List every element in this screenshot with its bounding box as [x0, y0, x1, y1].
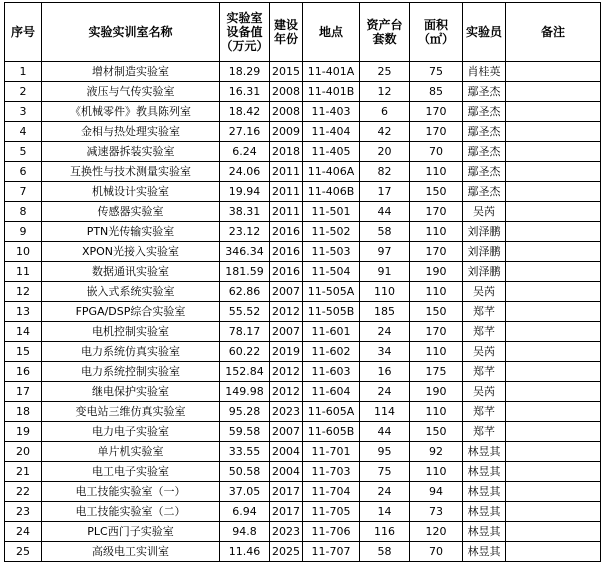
cell-staff: 郑芊: [463, 422, 506, 442]
cell-build-year: 2009: [270, 122, 303, 142]
cell-location: 11-701: [303, 442, 360, 462]
cell-build-year: 2008: [270, 102, 303, 122]
cell-staff: 鄢圣杰: [463, 182, 506, 202]
cell-remark: [506, 242, 601, 262]
table-row: [5, 482, 601, 502]
cell-index: 25: [5, 542, 42, 562]
cell-equipment-value: 38.31: [220, 202, 270, 222]
cell-location: 11-404: [303, 122, 360, 142]
cell-area: 150: [410, 182, 463, 202]
cell-lab-name: 传感器实验室: [42, 202, 220, 222]
cell-asset-sets: 16: [360, 362, 410, 382]
cell-location: 11-705: [303, 502, 360, 522]
cell-staff: 吴芮: [463, 202, 506, 222]
table-row: [5, 322, 601, 342]
cell-build-year: 2018: [270, 142, 303, 162]
table-row: [5, 542, 601, 562]
header-equipment-value-line2: 设备值: [226, 25, 263, 39]
cell-location: 11-603: [303, 362, 360, 382]
cell-area: 170: [410, 122, 463, 142]
cell-area: 170: [410, 322, 463, 342]
table-row: [5, 302, 601, 322]
lab-table-container: [4, 2, 601, 562]
cell-location: 11-503: [303, 242, 360, 262]
table-row: [5, 402, 601, 422]
header-equipment-value: [220, 3, 270, 62]
cell-remark: [506, 482, 601, 502]
cell-asset-sets: 44: [360, 202, 410, 222]
cell-lab-name: 继电保护实验室: [42, 382, 220, 402]
cell-lab-name: 金相与热处理实验室: [42, 122, 220, 142]
cell-remark: [506, 122, 601, 142]
cell-index: 15: [5, 342, 42, 362]
cell-equipment-value: 152.84: [220, 362, 270, 382]
table-row: [5, 202, 601, 222]
cell-lab-name: 减速器拆装实验室: [42, 142, 220, 162]
cell-index: 18: [5, 402, 42, 422]
cell-area: 110: [410, 462, 463, 482]
cell-location: 11-401B: [303, 82, 360, 102]
cell-equipment-value: 55.52: [220, 302, 270, 322]
table-row: [5, 102, 601, 122]
cell-staff: 林昱其: [463, 522, 506, 542]
cell-equipment-value: 18.42: [220, 102, 270, 122]
cell-location: 11-505A: [303, 282, 360, 302]
cell-build-year: 2004: [270, 442, 303, 462]
cell-lab-name: 电力系统控制实验室: [42, 362, 220, 382]
cell-remark: [506, 462, 601, 482]
table-row: [5, 422, 601, 442]
cell-staff: 鄢圣杰: [463, 122, 506, 142]
cell-asset-sets: 58: [360, 542, 410, 562]
cell-asset-sets: 24: [360, 482, 410, 502]
cell-lab-name: 机械设计实验室: [42, 182, 220, 202]
cell-area: 73: [410, 502, 463, 522]
cell-lab-name: XPON光接入实验室: [42, 242, 220, 262]
table-header: [5, 3, 601, 62]
cell-area: 170: [410, 102, 463, 122]
cell-remark: [506, 222, 601, 242]
cell-equipment-value: 24.06: [220, 162, 270, 182]
cell-remark: [506, 322, 601, 342]
cell-location: 11-501: [303, 202, 360, 222]
cell-build-year: 2007: [270, 282, 303, 302]
cell-build-year: 2004: [270, 462, 303, 482]
cell-staff: 吴芮: [463, 282, 506, 302]
cell-lab-name: 液压与气传实验室: [42, 82, 220, 102]
cell-remark: [506, 502, 601, 522]
cell-equipment-value: 181.59: [220, 262, 270, 282]
header-build-year-line2: 年份: [273, 32, 298, 46]
table-row: [5, 142, 601, 162]
table-row: [5, 362, 601, 382]
cell-location: 11-601: [303, 322, 360, 342]
header-build-year: [270, 3, 303, 62]
cell-lab-name: 互换性与技术测量实验室: [42, 162, 220, 182]
cell-build-year: 2016: [270, 262, 303, 282]
cell-index: 19: [5, 422, 42, 442]
cell-location: 11-505B: [303, 302, 360, 322]
cell-area: 70: [410, 142, 463, 162]
cell-area: 110: [410, 162, 463, 182]
cell-staff: 鄢圣杰: [463, 142, 506, 162]
cell-build-year: 2025: [270, 542, 303, 562]
cell-lab-name: 嵌入式系统实验室: [42, 282, 220, 302]
cell-asset-sets: 12: [360, 82, 410, 102]
cell-index: 3: [5, 102, 42, 122]
cell-index: 23: [5, 502, 42, 522]
cell-staff: 郑芊: [463, 322, 506, 342]
cell-remark: [506, 442, 601, 462]
cell-area: 110: [410, 402, 463, 422]
cell-area: 110: [410, 222, 463, 242]
cell-remark: [506, 342, 601, 362]
cell-lab-name: 变电站三维仿真实验室: [42, 402, 220, 422]
cell-index: 20: [5, 442, 42, 462]
cell-equipment-value: 23.12: [220, 222, 270, 242]
cell-asset-sets: 82: [360, 162, 410, 182]
cell-area: 170: [410, 202, 463, 222]
header-build-year-line1: 建设: [273, 18, 298, 32]
header-equipment-value-line3: （万元）: [220, 39, 269, 53]
cell-location: 11-502: [303, 222, 360, 242]
cell-lab-name: 增材制造实验室: [42, 62, 220, 82]
cell-location: 11-504: [303, 262, 360, 282]
cell-asset-sets: 58: [360, 222, 410, 242]
cell-index: 4: [5, 122, 42, 142]
header-asset-sets: [360, 3, 410, 62]
cell-index: 8: [5, 202, 42, 222]
cell-build-year: 2015: [270, 62, 303, 82]
cell-lab-name: 单片机实验室: [42, 442, 220, 462]
table-row: [5, 502, 601, 522]
cell-location: 11-405: [303, 142, 360, 162]
cell-location: 11-707: [303, 542, 360, 562]
cell-index: 7: [5, 182, 42, 202]
cell-lab-name: 电工技能实验室（一）: [42, 482, 220, 502]
cell-staff: 林昱其: [463, 542, 506, 562]
cell-index: 6: [5, 162, 42, 182]
table-body: [5, 62, 601, 562]
cell-build-year: 2012: [270, 382, 303, 402]
cell-equipment-value: 149.98: [220, 382, 270, 402]
cell-area: 70: [410, 542, 463, 562]
cell-staff: 鄢圣杰: [463, 102, 506, 122]
cell-index: 2: [5, 82, 42, 102]
header-remark: 备注: [506, 3, 601, 62]
cell-location: 11-602: [303, 342, 360, 362]
cell-equipment-value: 50.58: [220, 462, 270, 482]
cell-equipment-value: 346.34: [220, 242, 270, 262]
cell-lab-name: 《机械零件》教具陈列室: [42, 102, 220, 122]
cell-staff: 林昱其: [463, 442, 506, 462]
cell-location: 11-704: [303, 482, 360, 502]
lab-inventory-table: [4, 2, 601, 562]
cell-location: 11-703: [303, 462, 360, 482]
cell-asset-sets: 17: [360, 182, 410, 202]
cell-build-year: 2008: [270, 82, 303, 102]
cell-equipment-value: 94.8: [220, 522, 270, 542]
header-area: [410, 3, 463, 62]
cell-staff: 郑芊: [463, 302, 506, 322]
cell-build-year: 2017: [270, 482, 303, 502]
cell-asset-sets: 97: [360, 242, 410, 262]
cell-equipment-value: 18.29: [220, 62, 270, 82]
cell-equipment-value: 16.31: [220, 82, 270, 102]
table-row: [5, 282, 601, 302]
header-asset-sets-line2: 套数: [372, 32, 397, 46]
header-equipment-value-line1: 实验室: [226, 11, 263, 25]
cell-remark: [506, 202, 601, 222]
cell-location: 11-406A: [303, 162, 360, 182]
cell-remark: [506, 542, 601, 562]
cell-asset-sets: 110: [360, 282, 410, 302]
cell-staff: 吴芮: [463, 342, 506, 362]
cell-area: 120: [410, 522, 463, 542]
cell-index: 12: [5, 282, 42, 302]
cell-location: 11-403: [303, 102, 360, 122]
cell-remark: [506, 182, 601, 202]
cell-equipment-value: 78.17: [220, 322, 270, 342]
cell-lab-name: 数据通讯实验室: [42, 262, 220, 282]
cell-equipment-value: 59.58: [220, 422, 270, 442]
cell-lab-name: 电工电子实验室: [42, 462, 220, 482]
cell-equipment-value: 6.94: [220, 502, 270, 522]
table-row: [5, 162, 601, 182]
cell-area: 150: [410, 422, 463, 442]
cell-area: 170: [410, 242, 463, 262]
cell-index: 10: [5, 242, 42, 262]
cell-staff: 刘泽鹏: [463, 222, 506, 242]
cell-lab-name: PLC西门子实验室: [42, 522, 220, 542]
header-lab-name: 实验实训室名称: [42, 3, 220, 62]
cell-area: 75: [410, 62, 463, 82]
cell-staff: 肖桂英: [463, 62, 506, 82]
cell-staff: 郑芊: [463, 362, 506, 382]
cell-area: 150: [410, 302, 463, 322]
cell-equipment-value: 33.55: [220, 442, 270, 462]
cell-location: 11-706: [303, 522, 360, 542]
table-row: [5, 122, 601, 142]
cell-staff: 林昱其: [463, 462, 506, 482]
table-row: [5, 522, 601, 542]
cell-staff: 吴芮: [463, 382, 506, 402]
cell-remark: [506, 62, 601, 82]
header-asset-sets-line1: 资产台: [366, 18, 403, 32]
cell-staff: 刘泽鹏: [463, 262, 506, 282]
cell-index: 16: [5, 362, 42, 382]
cell-lab-name: FPGA/DSP综合实验室: [42, 302, 220, 322]
cell-index: 24: [5, 522, 42, 542]
cell-remark: [506, 382, 601, 402]
header-area-line2: （㎡）: [417, 32, 454, 46]
table-row: [5, 342, 601, 362]
table-row: [5, 242, 601, 262]
cell-lab-name: 电机控制实验室: [42, 322, 220, 342]
cell-remark: [506, 302, 601, 322]
cell-build-year: 2011: [270, 182, 303, 202]
cell-area: 190: [410, 262, 463, 282]
cell-remark: [506, 82, 601, 102]
cell-asset-sets: 75: [360, 462, 410, 482]
cell-asset-sets: 95: [360, 442, 410, 462]
table-row: [5, 222, 601, 242]
cell-staff: 鄢圣杰: [463, 82, 506, 102]
header-area-line1: 面积: [423, 18, 448, 32]
cell-asset-sets: 42: [360, 122, 410, 142]
cell-equipment-value: 6.24: [220, 142, 270, 162]
cell-equipment-value: 95.28: [220, 402, 270, 422]
cell-staff: 林昱其: [463, 482, 506, 502]
cell-asset-sets: 44: [360, 422, 410, 442]
cell-asset-sets: 24: [360, 322, 410, 342]
cell-build-year: 2023: [270, 522, 303, 542]
cell-asset-sets: 185: [360, 302, 410, 322]
cell-asset-sets: 24: [360, 382, 410, 402]
cell-build-year: 2007: [270, 422, 303, 442]
table-row: [5, 462, 601, 482]
cell-build-year: 2012: [270, 302, 303, 322]
cell-index: 14: [5, 322, 42, 342]
cell-remark: [506, 282, 601, 302]
cell-staff: 鄢圣杰: [463, 162, 506, 182]
table-row: [5, 382, 601, 402]
cell-build-year: 2016: [270, 222, 303, 242]
table-row: [5, 442, 601, 462]
cell-build-year: 2023: [270, 402, 303, 422]
cell-remark: [506, 522, 601, 542]
cell-equipment-value: 19.94: [220, 182, 270, 202]
cell-index: 11: [5, 262, 42, 282]
cell-equipment-value: 60.22: [220, 342, 270, 362]
cell-equipment-value: 62.86: [220, 282, 270, 302]
header-location: 地点: [303, 3, 360, 62]
cell-area: 92: [410, 442, 463, 462]
cell-location: 11-605B: [303, 422, 360, 442]
cell-lab-name: 电工技能实验室（二）: [42, 502, 220, 522]
cell-build-year: 2019: [270, 342, 303, 362]
cell-asset-sets: 91: [360, 262, 410, 282]
cell-asset-sets: 25: [360, 62, 410, 82]
cell-build-year: 2012: [270, 362, 303, 382]
table-row: [5, 182, 601, 202]
cell-asset-sets: 34: [360, 342, 410, 362]
cell-equipment-value: 11.46: [220, 542, 270, 562]
table-row: [5, 62, 601, 82]
cell-staff: 刘泽鹏: [463, 242, 506, 262]
cell-build-year: 2017: [270, 502, 303, 522]
table-row: [5, 82, 601, 102]
cell-asset-sets: 14: [360, 502, 410, 522]
cell-build-year: 2016: [270, 242, 303, 262]
table-row: [5, 262, 601, 282]
cell-asset-sets: 114: [360, 402, 410, 422]
cell-staff: 郑芊: [463, 402, 506, 422]
cell-location: 11-605A: [303, 402, 360, 422]
cell-index: 5: [5, 142, 42, 162]
cell-area: 94: [410, 482, 463, 502]
cell-location: 11-604: [303, 382, 360, 402]
header-index: 序号: [5, 3, 42, 62]
cell-lab-name: 高级电工实训室: [42, 542, 220, 562]
cell-location: 11-406B: [303, 182, 360, 202]
cell-lab-name: PTN光传输实验室: [42, 222, 220, 242]
cell-asset-sets: 20: [360, 142, 410, 162]
cell-index: 17: [5, 382, 42, 402]
cell-area: 85: [410, 82, 463, 102]
cell-remark: [506, 162, 601, 182]
cell-area: 175: [410, 362, 463, 382]
cell-index: 21: [5, 462, 42, 482]
cell-location: 11-401A: [303, 62, 360, 82]
cell-area: 190: [410, 382, 463, 402]
cell-equipment-value: 37.05: [220, 482, 270, 502]
header-row: [5, 3, 601, 62]
cell-area: 110: [410, 342, 463, 362]
cell-asset-sets: 116: [360, 522, 410, 542]
cell-asset-sets: 6: [360, 102, 410, 122]
cell-equipment-value: 27.16: [220, 122, 270, 142]
cell-lab-name: 电力系统仿真实验室: [42, 342, 220, 362]
cell-area: 110: [410, 282, 463, 302]
cell-remark: [506, 142, 601, 162]
header-staff: 实验员: [463, 3, 506, 62]
cell-index: 1: [5, 62, 42, 82]
cell-index: 22: [5, 482, 42, 502]
cell-index: 9: [5, 222, 42, 242]
cell-build-year: 2011: [270, 202, 303, 222]
cell-remark: [506, 402, 601, 422]
cell-build-year: 2011: [270, 162, 303, 182]
cell-remark: [506, 262, 601, 282]
cell-remark: [506, 362, 601, 382]
cell-build-year: 2007: [270, 322, 303, 342]
cell-remark: [506, 422, 601, 442]
cell-index: 13: [5, 302, 42, 322]
cell-lab-name: 电力电子实验室: [42, 422, 220, 442]
cell-staff: 林昱其: [463, 502, 506, 522]
cell-remark: [506, 102, 601, 122]
